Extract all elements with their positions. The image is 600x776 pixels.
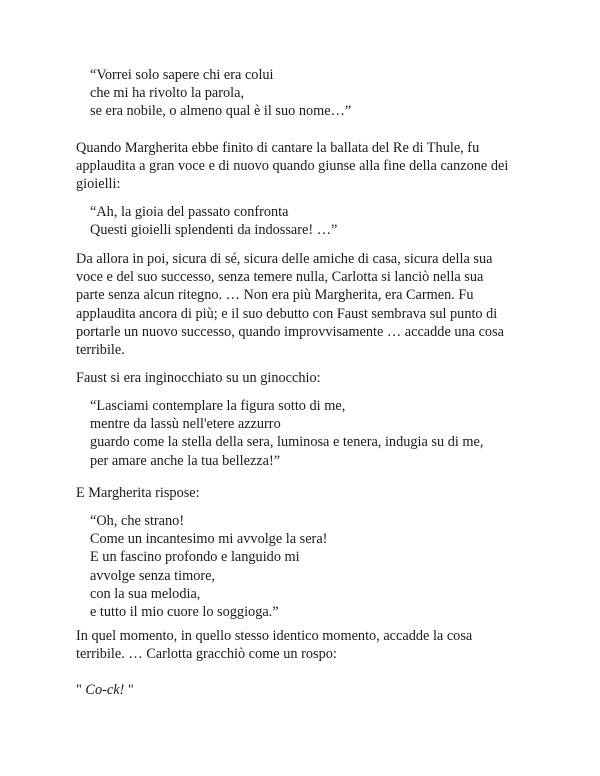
paragraph-line: applaudita a gran voce e di nuovo quando giunse alla fine della canzone dei bbox=[76, 158, 509, 175]
paragraph-line: parte senza alcun ritegno. … Non era più Margherita, era Carmen. Fu bbox=[76, 287, 474, 304]
verse-line: E un fascino profondo e languido mi bbox=[90, 549, 300, 566]
verse-line: che mi ha rivolto la parola, bbox=[90, 85, 245, 102]
verse-block-4 bbox=[90, 512, 546, 621]
verse-block-2 bbox=[90, 203, 546, 239]
paragraph-line: Quando Margherita ebbe finito di cantare la ballata del Re di Thule, fu bbox=[76, 140, 480, 156]
paragraph-line: Faust si era inginocchiato su un ginocchio: bbox=[76, 370, 321, 386]
paragraph-1 bbox=[76, 139, 536, 194]
verse-line: per amare anche la tua bellezza!” bbox=[90, 452, 281, 469]
paragraph-line: terribile. bbox=[76, 342, 125, 359]
verse-line: avvolge senza timore, bbox=[90, 567, 216, 584]
paragraph-line: In quel momento, in quello stesso identico momento, accadde la cosa bbox=[76, 628, 473, 644]
verse-block-3 bbox=[90, 397, 546, 470]
paragraph-5 bbox=[76, 627, 536, 663]
paragraph-line: portarle un nuovo successo, quando improvvisamente … accadde una cosa bbox=[76, 323, 504, 340]
paragraph-line: gioielli: bbox=[76, 176, 121, 193]
verse-line: “Lasciami contemplare la figura sotto di me, bbox=[90, 398, 346, 414]
verse-line: e tutto il mio cuore lo soggioga.” bbox=[90, 604, 279, 621]
verse-line: mentre da lassù nell'etere azzurro bbox=[90, 416, 281, 433]
paragraph-2 bbox=[76, 250, 536, 359]
paragraph-3 bbox=[76, 369, 536, 387]
final-exclamation bbox=[76, 681, 536, 699]
exclamation-text: Co-ck! bbox=[85, 682, 125, 698]
final-line bbox=[76, 681, 536, 699]
close-quote: " bbox=[124, 682, 134, 698]
open-quote: " bbox=[76, 682, 86, 698]
paragraph-line: Da allora in poi, sicura di sé, sicura delle amiche di casa, sicura della sua bbox=[76, 251, 493, 267]
verse-line: se era nobile, o almeno qual è il suo nome…” bbox=[90, 103, 352, 120]
verse-line: Come un incantesimo mi avvolge la sera! bbox=[90, 531, 328, 548]
paragraph-line: voce e del suo successo, senza temere nulla, Carlotta si lanciò nella sua bbox=[76, 269, 484, 286]
verse-line: guardo come la stella della sera, luminosa e tenera, indugia su di me, bbox=[90, 434, 484, 451]
verse-line: Questi gioielli splendenti da indossare! …” bbox=[90, 222, 338, 239]
paragraph-4 bbox=[76, 484, 536, 502]
verse-line: con la sua melodia, bbox=[90, 585, 201, 602]
verse-line: “Ah, la gioia del passato confronta bbox=[90, 204, 289, 220]
verse-block-1 bbox=[90, 66, 546, 121]
verse-line: “Vorrei solo sapere chi era colui bbox=[90, 67, 274, 83]
paragraph-line: E Margherita rispose: bbox=[76, 485, 200, 501]
paragraph-line: terribile. … Carlotta gracchiò come un rospo: bbox=[76, 646, 337, 663]
paragraph-line: applaudita ancora di più; e il suo debutto con Faust sembrava sul punto di bbox=[76, 305, 498, 322]
verse-line: “Oh, che strano! bbox=[90, 513, 185, 529]
